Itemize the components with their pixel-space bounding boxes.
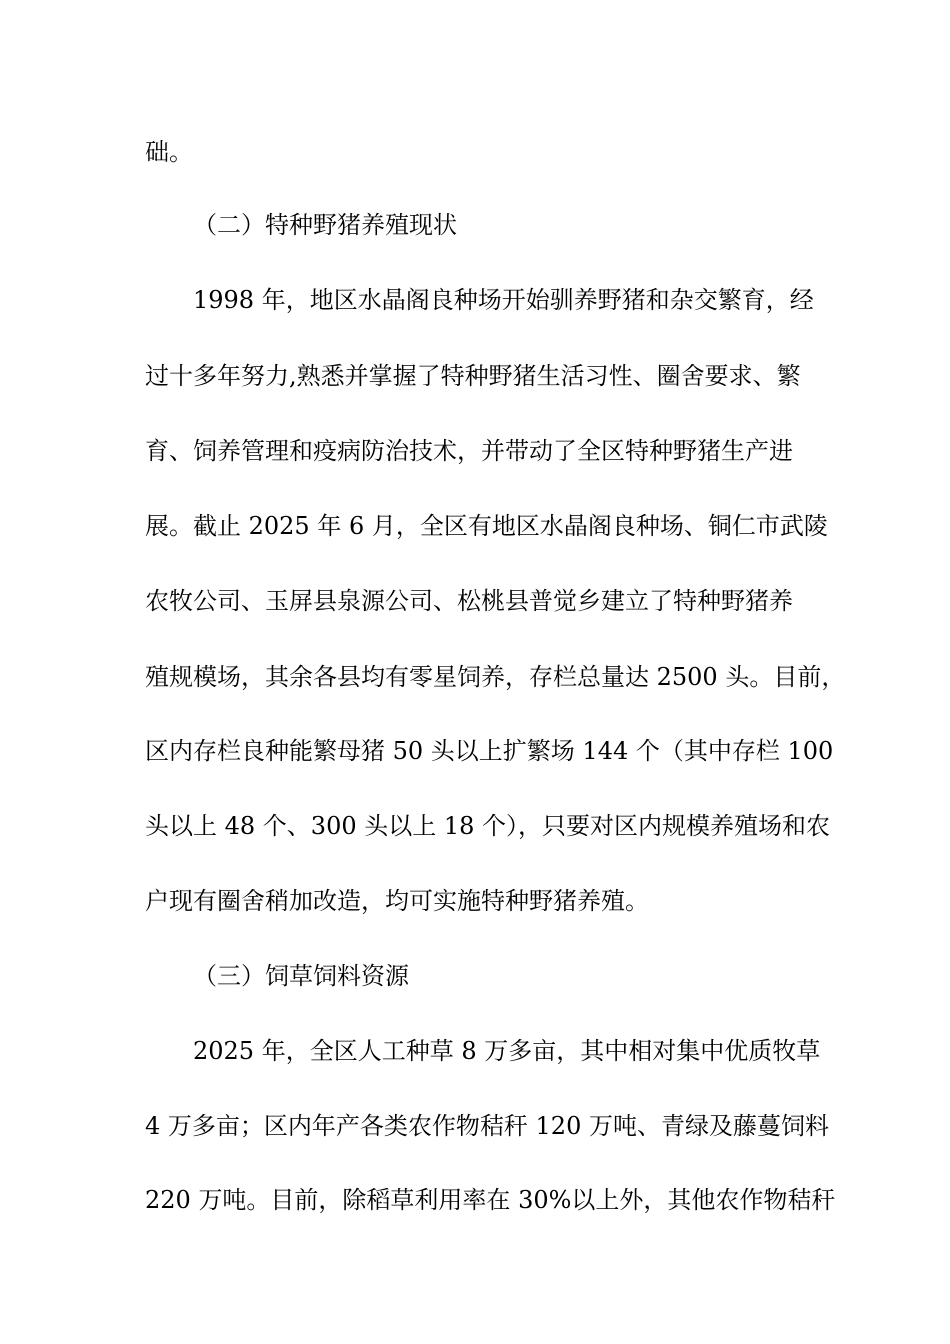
text-line: 础。 xyxy=(145,138,193,166)
text-line: 区内存栏良种能繁母猪 50 头以上扩繁场 144 个（其中存栏 100 xyxy=(145,737,834,765)
text-line: 220 万吨。目前，除稻草利用率在 30%以上外，其他农作物秸秆 xyxy=(145,1186,836,1214)
section-heading: （二）特种野猪养殖现状 xyxy=(193,211,457,239)
text-line: 农牧公司、玉屏县泉源公司、松桃县普觉乡建立了特种野猪养 xyxy=(145,587,793,615)
text-line: 4 万多亩；区内年产各类农作物秸秆 120 万吨、青绿及藤蔓饲料 xyxy=(145,1112,829,1140)
text-line: 头以上 48 个、300 头以上 18 个），只要对区内规模养殖场和农 xyxy=(145,812,831,840)
text-line: 1998 年，地区水晶阁良种场开始驯养野猪和杂交繁育，经 xyxy=(193,286,814,314)
text-line: 育、饲养管理和疫病防治技术，并带动了全区特种野猪生产进 xyxy=(145,437,793,465)
text-line: 过十多年努力,熟悉并掌握了特种野猪生活习性、圈舍要求、繁 xyxy=(145,362,801,390)
text-line: 户现有圈舍稍加改造，均可实施特种野猪养殖。 xyxy=(145,887,649,915)
text-line: 殖规模场，其余各县均有零星饲养，存栏总量达 2500 头。目前， xyxy=(145,663,846,691)
section-heading: （三）饲草饲料资源 xyxy=(193,962,409,990)
text-line: 2025 年，全区人工种草 8 万多亩，其中相对集中优质牧草 xyxy=(193,1037,821,1065)
text-line: 展。截止 2025 年 6 月，全区有地区水晶阁良种场、铜仁市武陵 xyxy=(145,512,828,540)
